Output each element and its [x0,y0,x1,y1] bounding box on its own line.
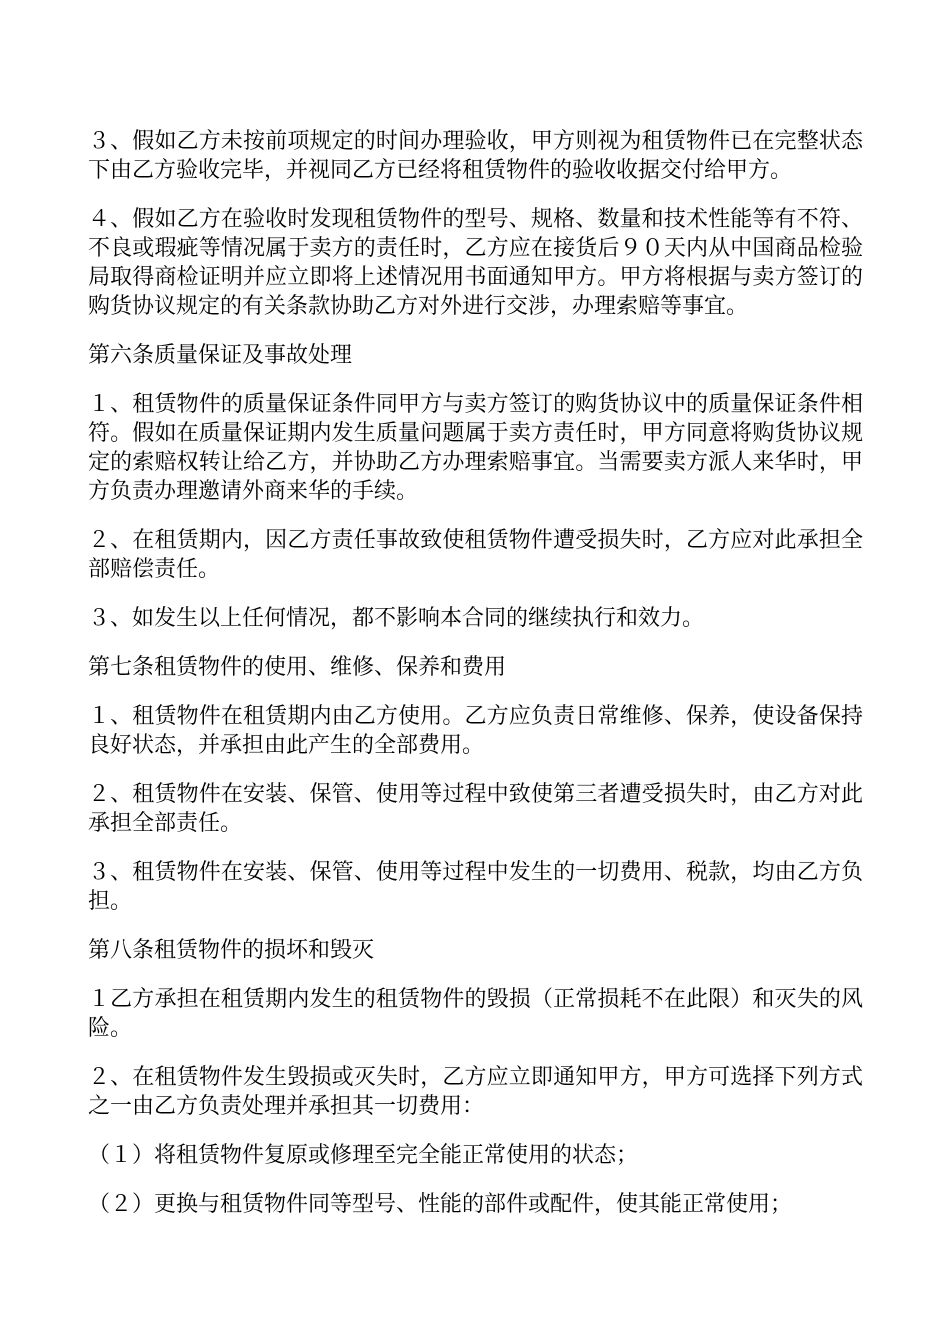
paragraph-quality-3: ３、如发生以上任何情况，都不影响本合同的继续执行和效力。 [88,606,705,631]
document-body [88,127,863,1239]
paragraph-quality-2: ２、在租赁期内，因乙方责任事故致使租赁物件遭受损失时，乙方应对此承担全部赔偿责任。 [88,528,863,582]
paragraph-use-3: ３、租赁物件在安装、保管、使用等过程中发生的一切费用、税款，均由乙方负担。 [88,860,863,914]
paragraph-acceptance-4: ４、假如乙方在验收时发现租赁物件的型号、规格、数量和技术性能等有不符、不良或瑕疵等情况属于卖方的责任时，乙方应在接货后９０天内从中国商品检验局取得商检证明并应立即将上述情况用书面通知甲方。甲方将根据与卖方签订的购货协议规定的有关条款协助乙方对外进行交涉，办理索赔等事宜。 [88,207,863,319]
article-6-heading: 第六条质量保证及事故处理 [88,343,353,368]
paragraph-use-2: ２、租赁物件在安装、保管、使用等过程中致使第三者遭受损失时，由乙方对此承担全部责任。 [88,782,863,836]
paragraph-acceptance-3: ３、假如乙方未按前项规定的时间办理验收，甲方则视为租赁物件已在完整状态下由乙方验收完毕，并视同乙方已经将租赁物件的验收收据交付给甲方。 [88,129,863,183]
paragraph-use-1: １、租赁物件在租赁期内由乙方使用。乙方应负责日常维修、保养，使设备保持良好状态，并承担由此产生的全部费用。 [88,704,863,758]
paragraph-quality-1: １、租赁物件的质量保证条件同甲方与卖方签订的购货协议中的质量保证条件相符。假如在质量保证期内发生质量问题属于卖方责任时，甲方同意将购货协议规定的索赔权转让给乙方，并协助乙方办理索赔事宜。当需要卖方派人来华时，甲方负责办理邀请外商来华的手续。 [88,392,863,504]
article-7-heading: 第七条租赁物件的使用、维修、保养和费用 [88,655,507,680]
paragraph-damage-2: ２、在租赁物件发生毁损或灭失时，乙方应立即通知甲方，甲方可选择下列方式之一由乙方负责处理并承担其一切费用： [88,1065,863,1119]
paragraph-option-2: （２）更换与租赁物件同等型号、性能的部件或配件，使其能正常使用； [88,1192,793,1217]
article-8-heading: 第八条租赁物件的损坏和毁灭 [88,938,375,963]
paragraph-option-1: （１）将租赁物件复原或修理至完全能正常使用的状态； [88,1143,639,1168]
paragraph-damage-1: １乙方承担在租赁期内发生的租赁物件的毁损（正常损耗不在此限）和灭失的风险。 [88,987,863,1041]
